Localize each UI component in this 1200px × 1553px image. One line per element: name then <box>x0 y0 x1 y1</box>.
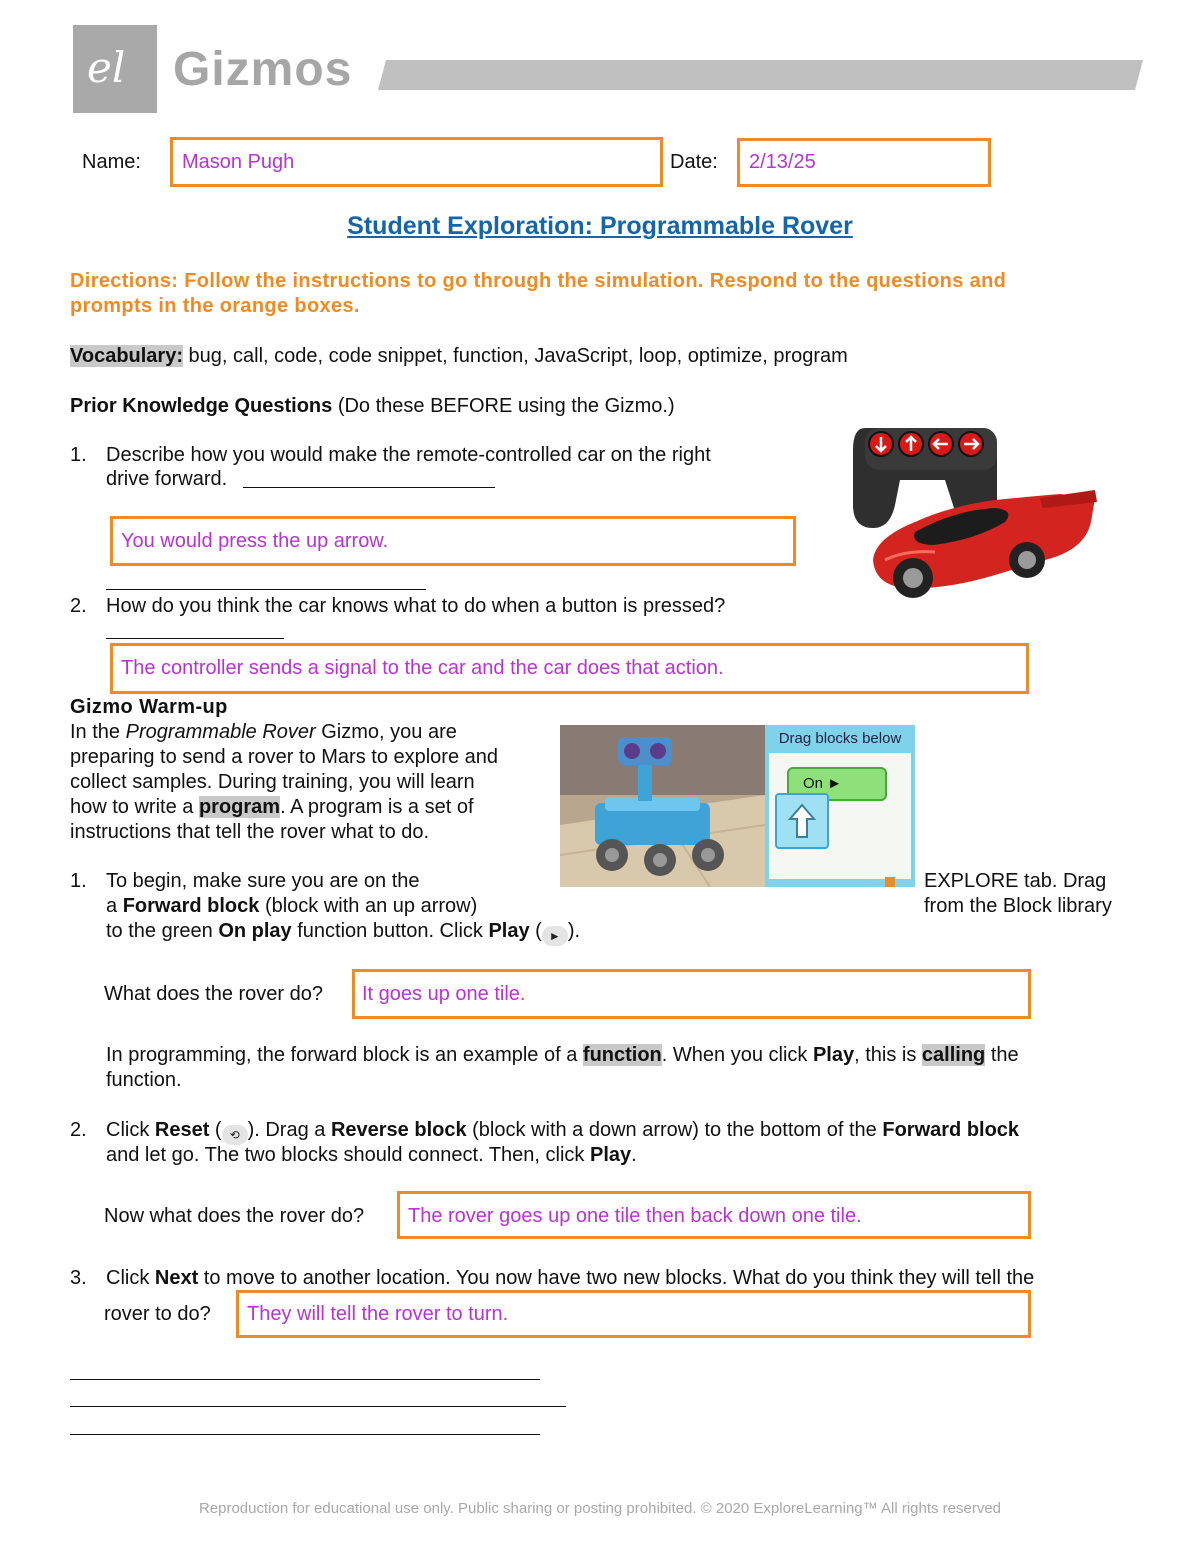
func-l1a: In programming, the forward block is an example of a <box>106 1044 583 1066</box>
warmup-q2-line-1 <box>106 1118 1019 1145</box>
q2-l1c: ( <box>209 1119 222 1141</box>
answer-line-1 <box>70 1379 540 1380</box>
warmup-q1-line-2-right: from the Block library <box>924 895 1112 917</box>
prior-q1-number: 1. <box>70 444 87 466</box>
q2-l2a: and let go. The two blocks should connect. Then, click <box>106 1144 590 1166</box>
prior-q1-blank-2 <box>106 589 426 590</box>
warmup-q1-l3f: ). <box>567 920 581 942</box>
forward-block[interactable] <box>775 793 829 849</box>
q2-l1g: Forward block <box>882 1119 1020 1141</box>
warmup-q1-l3c: function button. Click <box>291 920 489 942</box>
warmup-q1-line-2 <box>106 894 477 919</box>
prior-heading-note: (Do these BEFORE using the Gizmo.) <box>332 395 675 417</box>
prior-heading-text: Prior Knowledge Questions <box>70 395 333 417</box>
warmup-paragraph-line-2: preparing to send a rover to Mars to explore and <box>70 746 499 768</box>
warmup-q2-prompt: Now what does the rover do? <box>104 1205 365 1227</box>
warmup-q2-line-2 <box>106 1143 637 1168</box>
function-line-1 <box>106 1043 1019 1068</box>
func-l1e: , this is <box>854 1044 922 1066</box>
prior-q1-line-2: drive forward. <box>106 468 228 490</box>
q3-l1c: to move to another location. You now have two new blocks. What do you think they will tell the <box>198 1267 1035 1289</box>
reset-icon: ⟲ <box>222 1125 248 1145</box>
date-label: Date: <box>670 151 718 173</box>
warmup-q3-line-1 <box>106 1266 1034 1291</box>
block-panel-title: Drag blocks below <box>778 730 902 747</box>
warmup-paragraph-line-4 <box>70 795 474 820</box>
logo-glyph: el <box>87 43 126 92</box>
block-panel <box>765 725 915 887</box>
warmup-q3-number: 3. <box>70 1267 87 1289</box>
q2-l2b: Play <box>589 1144 632 1166</box>
warmup-p1c: Gizmo, you are <box>315 721 457 743</box>
vocabulary-terms: bug, call, code, code snippet, function, JavaScript, loop, optimize, program <box>183 345 848 367</box>
warmup-paragraph-line-1 <box>70 720 457 745</box>
answer-line-3 <box>70 1434 540 1435</box>
func-l1d: Play <box>812 1044 855 1066</box>
name-label: Name: <box>82 151 141 173</box>
warmup-q1-l3a: to the green <box>106 920 219 942</box>
panel-scroll-marker <box>885 877 895 887</box>
q2-l1f: (block with a down arrow) to the bottom of the <box>466 1119 883 1141</box>
func-l1g: the <box>985 1044 1019 1066</box>
warmup-paragraph-line-3: collect samples. During training, you will learn <box>70 771 475 793</box>
warmup-q1-l2c: (block with an up arrow) <box>259 895 478 917</box>
warmup-q3-prompt: rover to do? <box>104 1303 211 1325</box>
warmup-p1a: In the <box>70 721 126 743</box>
page-title: Student Exploration: Programmable Rover <box>347 212 853 240</box>
warmup-paragraph-line-5: instructions that tell the rover what to do. <box>70 821 430 843</box>
warmup-p1b: Programmable Rover <box>125 721 316 743</box>
date-value: 2/13/25 <box>749 151 816 173</box>
q2-l2c: . <box>631 1144 637 1166</box>
gizmos-logo-icon <box>73 25 157 113</box>
warmup-q1-number: 1. <box>70 870 87 892</box>
name-value: Mason Pugh <box>182 151 295 173</box>
vocabulary-label: Vocabulary: <box>70 345 183 367</box>
prior-q2-number: 2. <box>70 595 87 617</box>
gizmo-screenshot <box>560 725 915 887</box>
function-line-2: function. <box>106 1069 182 1091</box>
brand-name: Gizmos <box>173 43 353 96</box>
prior-q1-blank <box>243 487 495 488</box>
q3-l1b: Next <box>154 1267 199 1289</box>
warmup-q1-line-3 <box>106 919 580 946</box>
play-icon: ► <box>542 926 568 946</box>
func-l1c: . When you click <box>661 1044 813 1066</box>
warmup-q1-l3e: ( <box>529 920 542 942</box>
warmup-p4a: how to write a <box>70 796 199 818</box>
header-bar <box>378 60 1143 92</box>
vocabulary <box>70 344 848 369</box>
directions-line-1: Directions: Follow the instructions to go through the simulation. Respond to the questions and <box>70 270 1007 292</box>
warmup-q1-l2a: a <box>106 895 123 917</box>
prior-q2-blank <box>106 638 284 639</box>
warmup-q3-answer: They will tell the rover to turn. <box>247 1303 509 1325</box>
q2-l1a: Click <box>106 1119 155 1141</box>
prior-q1-line-1: Describe how you would make the remote-controlled car on the right <box>106 444 711 466</box>
q2-l1e: Reverse block <box>330 1119 467 1141</box>
warmup-p4c: . A program is a set of <box>280 796 474 818</box>
rover-scene-image <box>560 725 765 887</box>
prior-knowledge-heading <box>70 394 675 419</box>
header <box>0 0 1200 120</box>
prior-q2-answer: The controller sends a signal to the car and the car does that action. <box>121 657 724 679</box>
answer-line-2 <box>70 1406 566 1407</box>
warmup-q1-l3d: Play <box>488 920 530 942</box>
q3-l1a: Click <box>106 1267 155 1289</box>
func-l1b: function <box>582 1044 662 1066</box>
q2-l1d: ). Drag a <box>247 1119 331 1141</box>
warmup-heading: Gizmo Warm-up <box>70 696 228 718</box>
prior-q1-answer: You would press the up arrow. <box>121 530 389 552</box>
warmup-q1-answer: It goes up one tile. <box>362 983 526 1005</box>
warmup-q1-l3b: On play <box>218 920 292 942</box>
footer-notice: Reproduction for educational use only. Public sharing or posting prohibited. © 2020 ExploreLearning™ All rights reserved <box>198 1500 1002 1517</box>
on-play-block[interactable]: On ► <box>787 767 887 801</box>
warmup-q1-line-1: To begin, make sure you are on the <box>106 870 420 892</box>
warmup-q2-number: 2. <box>70 1119 87 1141</box>
rc-car-image <box>845 410 1100 605</box>
directions-line-2: prompts in the orange boxes. <box>70 295 360 317</box>
func-l1f: calling <box>921 1044 986 1066</box>
prior-q2-line-1: How do you think the car knows what to do when a button is pressed? <box>106 595 726 617</box>
warmup-q1-line-1-right: EXPLORE tab. Drag <box>924 870 1107 892</box>
q2-l1b: Reset <box>154 1119 210 1141</box>
warmup-p4b: program <box>198 796 281 818</box>
warmup-q2-answer: The rover goes up one tile then back down one tile. <box>408 1205 862 1227</box>
up-arrow-icon <box>788 803 816 839</box>
warmup-q1-l2b: Forward block <box>122 895 260 917</box>
warmup-q1-prompt: What does the rover do? <box>104 983 324 1005</box>
